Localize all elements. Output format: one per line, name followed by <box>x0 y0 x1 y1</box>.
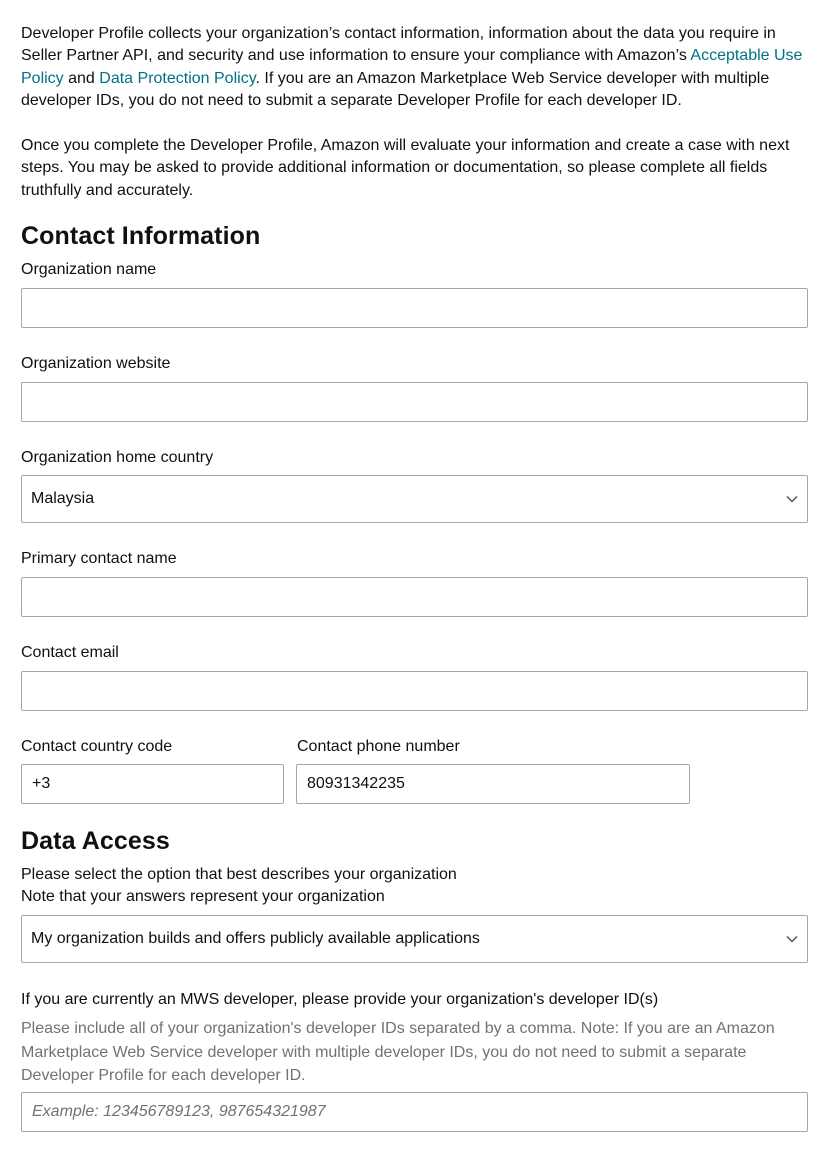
mws-developer-id-input[interactable] <box>21 1092 808 1132</box>
intro-paragraph-2: Once you complete the Developer Profile, Amazon will evaluate your information and create a case with next steps. You may be asked to provide additional information or documentation, so please complete all fields truthfully and accurately. <box>21 137 790 199</box>
contact-phone-number-input[interactable] <box>296 764 690 804</box>
contact-country-code-input[interactable] <box>21 764 284 804</box>
intro-text-a: Developer Profile collects your organization’s contact information, information about the data you require in Seller Partner API, and security and use information to ensure your compliance with Amazon’s <box>21 25 776 65</box>
organization-home-country-label: Organization home country <box>21 449 214 466</box>
intro-text-b: and <box>63 69 100 87</box>
data-access-description-2: Note that your answers represent your organization <box>21 888 385 905</box>
contact-email-label: Contact email <box>21 644 119 661</box>
organization-name-input[interactable] <box>21 288 808 328</box>
data-protection-policy-link[interactable]: Data Protection Policy <box>99 69 256 87</box>
acceptable-use-policy-link[interactable]: Acceptable Use Policy <box>21 47 803 87</box>
chevron-down-icon <box>785 492 799 506</box>
primary-contact-name-label: Primary contact name <box>21 550 177 567</box>
selected-organization-type: My organization builds and offers publicly available applications <box>31 930 480 947</box>
organization-home-country-select[interactable] <box>21 475 808 523</box>
selected-country: Malaysia <box>31 490 95 507</box>
organization-name-label: Organization name <box>21 261 157 278</box>
mws-developer-id-help: Please include all of your organization's developer IDs separated by a comma. Note: If you are an Amazon Marketplace Web Service developer with multiple developer IDs, you do not need to submit a separate Developer Profile for each developer ID. <box>21 1020 775 1084</box>
intro-text-c: . If you are an Amazon Marketplace Web Service developer with multiple developer IDs, you do not need to submit a separate Developer Profile for each developer ID. <box>21 69 770 109</box>
mws-developer-id-label: If you are currently an MWS developer, please provide your organization's developer ID(s) <box>21 991 659 1008</box>
organization-website-label: Organization website <box>21 355 171 372</box>
intro-paragraph-1 <box>21 23 811 112</box>
contact-phone-number-label: Contact phone number <box>297 738 460 755</box>
contact-email-input[interactable] <box>21 671 808 711</box>
contact-information-heading: Contact Information <box>21 222 261 250</box>
primary-contact-name-input[interactable] <box>21 577 808 617</box>
data-access-heading: Data Access <box>21 827 170 855</box>
organization-type-select[interactable] <box>21 915 808 963</box>
organization-website-input[interactable] <box>21 382 808 422</box>
contact-country-code-label: Contact country code <box>21 738 173 755</box>
chevron-down-icon <box>785 932 799 946</box>
data-access-description-1: Please select the option that best describes your organization <box>21 866 457 883</box>
